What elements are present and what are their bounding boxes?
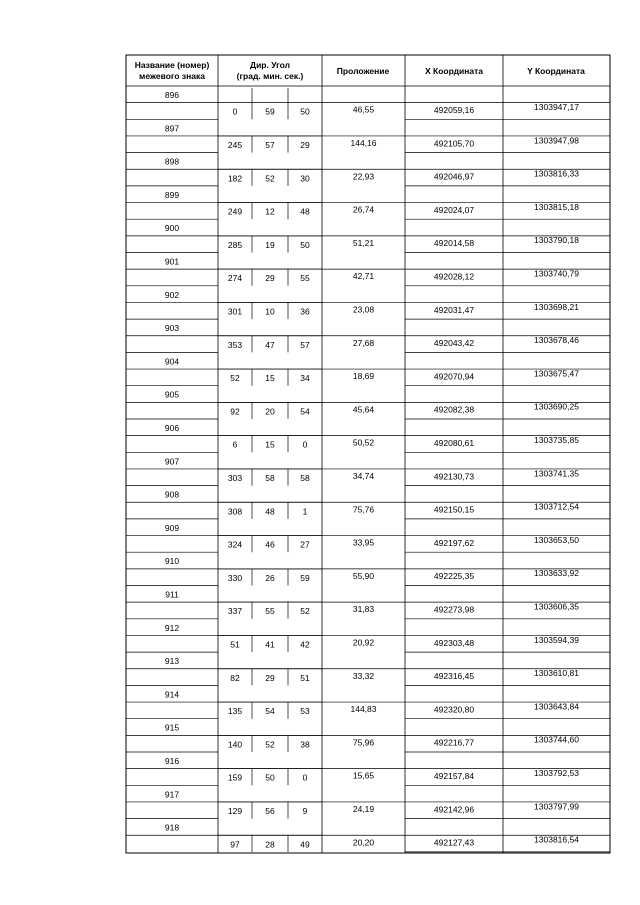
angle-degrees: 303 — [227, 472, 243, 483]
angle-seconds: 50 — [300, 239, 310, 250]
header-angle-line2: (град. мин. сек.) — [236, 71, 304, 81]
segment-distance: 34,74 — [352, 470, 375, 481]
angle-seconds: 38 — [300, 739, 310, 750]
point-name: 918 — [164, 822, 180, 833]
angle-degrees: 337 — [227, 606, 243, 617]
point-x: 492150,15 — [433, 504, 475, 515]
angle-degrees: 51 — [230, 639, 240, 650]
angle-minutes: 50 — [265, 772, 275, 783]
angle-minutes: 15 — [265, 373, 275, 384]
angle-minutes: 58 — [265, 472, 275, 483]
point-name: 914 — [164, 689, 180, 700]
angle-degrees: 0 — [232, 106, 238, 117]
angle-minutes: 52 — [265, 739, 275, 750]
angle-minutes: 29 — [265, 273, 275, 284]
angle-seconds: 36 — [300, 306, 310, 317]
angle-degrees: 140 — [227, 739, 243, 750]
angle-degrees: 274 — [227, 273, 243, 284]
segment-distance: 33,32 — [352, 670, 375, 681]
point-name: 904 — [164, 356, 180, 367]
point-name: 898 — [164, 156, 180, 167]
angle-minutes: 12 — [265, 206, 275, 217]
angle-seconds: 51 — [300, 672, 310, 683]
point-name: 912 — [164, 622, 180, 633]
header-name-line2: межевого знака — [139, 71, 205, 81]
angle-degrees: 97 — [230, 839, 240, 850]
angle-seconds: 57 — [300, 339, 310, 350]
angle-degrees: 301 — [227, 306, 243, 317]
point-x: 492105,70 — [433, 138, 475, 149]
point-y: 1303947,98 — [534, 135, 579, 146]
segment-distance: 24,19 — [352, 803, 375, 814]
angle-seconds: 53 — [300, 706, 310, 717]
point-y: 1303712,54 — [534, 501, 579, 512]
angle-minutes: 19 — [265, 239, 275, 250]
point-y: 1303797,99 — [534, 801, 579, 812]
angle-seconds: 48 — [300, 206, 310, 217]
point-name: 907 — [164, 456, 180, 467]
segment-distance: 144,83 — [350, 704, 377, 715]
header-angle-line1: Дир. Угол — [250, 60, 290, 70]
point-name: 910 — [164, 556, 180, 567]
angle-seconds: 34 — [300, 373, 310, 384]
segment-distance: 20,20 — [352, 837, 375, 848]
point-y: 1303947,17 — [534, 102, 579, 112]
point-x: 492127,43 — [433, 837, 475, 848]
angle-seconds: 49 — [300, 839, 310, 850]
point-y: 1303792,53 — [534, 768, 579, 778]
segment-distance: 42,71 — [352, 271, 375, 282]
point-name: 911 — [165, 589, 179, 600]
segment-distance: 33,95 — [352, 537, 375, 548]
angle-degrees: 92 — [230, 406, 240, 417]
point-y: 1303690,25 — [534, 401, 579, 412]
point-y: 1303741,35 — [534, 468, 579, 479]
angle-degrees: 249 — [227, 206, 243, 217]
angle-degrees: 159 — [227, 772, 243, 783]
angle-minutes: 48 — [265, 506, 275, 517]
angle-degrees: 135 — [227, 706, 243, 717]
point-x: 492216,77 — [433, 737, 475, 748]
angle-minutes: 56 — [265, 805, 275, 816]
angle-degrees: 285 — [227, 239, 243, 250]
segment-distance: 55,90 — [352, 570, 375, 581]
point-x: 492046,97 — [433, 171, 475, 182]
point-x: 492130,73 — [433, 471, 475, 482]
point-y: 1303633,92 — [534, 568, 579, 579]
point-y: 1303606,35 — [534, 601, 579, 612]
angle-seconds: 42 — [300, 639, 310, 650]
point-y: 1303816,54 — [534, 834, 579, 845]
point-y: 1303675,47 — [534, 368, 579, 379]
segment-distance: 27,68 — [352, 337, 375, 348]
angle-minutes: 55 — [265, 606, 275, 617]
angle-minutes: 29 — [265, 672, 275, 683]
angle-seconds: 1 — [302, 506, 308, 517]
point-name: 896 — [164, 90, 180, 100]
angle-degrees: 6 — [232, 439, 238, 450]
point-y: 1303594,39 — [534, 634, 579, 645]
point-x: 492142,96 — [433, 804, 475, 815]
point-name: 909 — [164, 522, 180, 533]
angle-seconds: 30 — [300, 173, 310, 184]
point-name: 916 — [164, 756, 180, 766]
angle-minutes: 26 — [265, 572, 275, 583]
angle-minutes: 28 — [265, 839, 275, 850]
point-x: 492070,94 — [433, 371, 475, 382]
header-y: Y Координата — [527, 66, 585, 76]
point-x: 492014,58 — [433, 238, 475, 249]
segment-distance: 15,65 — [352, 770, 375, 781]
angle-seconds: 54 — [300, 406, 310, 417]
angle-degrees: 52 — [230, 373, 240, 384]
point-y: 1303643,84 — [534, 701, 579, 712]
point-name: 903 — [164, 323, 180, 334]
angle-seconds: 59 — [300, 572, 310, 583]
angle-seconds: 58 — [300, 472, 310, 483]
point-name: 901 — [164, 256, 180, 267]
angle-seconds: 0 — [302, 439, 308, 450]
angle-minutes: 41 — [265, 639, 275, 650]
segment-distance: 26,74 — [352, 204, 375, 215]
header-x: X Координата — [425, 66, 483, 76]
angle-minutes: 47 — [265, 339, 275, 350]
point-x: 492320,80 — [433, 704, 475, 715]
point-x: 492273,98 — [433, 604, 475, 615]
segment-distance: 45,64 — [352, 404, 375, 415]
segment-distance: 50,52 — [352, 437, 375, 448]
angle-minutes: 54 — [265, 706, 275, 717]
angle-seconds: 55 — [300, 273, 310, 284]
point-x: 492316,45 — [433, 671, 475, 682]
point-x: 492157,84 — [433, 771, 475, 781]
point-name: 900 — [164, 223, 180, 234]
angle-degrees: 245 — [227, 139, 243, 150]
angle-degrees: 308 — [227, 506, 243, 517]
angle-minutes: 59 — [265, 106, 275, 117]
point-y: 1303678,46 — [534, 335, 579, 346]
segment-distance: 31,83 — [352, 604, 375, 615]
point-name: 908 — [164, 489, 180, 500]
point-name: 906 — [164, 423, 180, 433]
segment-distance: 144,16 — [350, 137, 377, 148]
point-x: 492059,16 — [433, 105, 475, 115]
angle-minutes: 15 — [265, 439, 275, 450]
angle-degrees: 324 — [227, 539, 243, 550]
angle-seconds: 27 — [300, 539, 310, 550]
segment-distance: 20,92 — [352, 637, 375, 648]
header-name-line1: Название (номер) — [134, 60, 210, 70]
angle-degrees: 182 — [227, 173, 243, 184]
point-name: 913 — [164, 656, 180, 667]
point-y: 1303735,85 — [534, 435, 579, 445]
angle-seconds: 0 — [302, 772, 308, 783]
point-x: 492043,42 — [433, 338, 475, 349]
segment-distance: 22,93 — [352, 171, 375, 182]
segment-distance: 75,76 — [352, 504, 375, 515]
point-y: 1303698,21 — [534, 301, 579, 312]
header-distance: Проложение — [336, 66, 390, 76]
angle-degrees: 129 — [227, 805, 243, 816]
segment-distance: 46,55 — [352, 104, 375, 115]
point-x: 492303,48 — [433, 637, 475, 648]
point-x: 492028,12 — [433, 271, 475, 282]
angle-minutes: 46 — [265, 539, 275, 550]
point-name: 915 — [164, 722, 180, 733]
point-x: 492225,35 — [433, 571, 475, 582]
angle-seconds: 50 — [300, 106, 310, 117]
point-x: 492024,07 — [433, 204, 475, 215]
point-name: 917 — [164, 789, 180, 800]
angle-minutes: 10 — [265, 306, 275, 317]
point-name: 902 — [164, 289, 180, 300]
segment-distance: 23,08 — [352, 304, 375, 315]
point-name: 899 — [164, 189, 180, 200]
point-name: 897 — [164, 123, 180, 134]
point-y: 1303816,33 — [534, 168, 579, 179]
point-y: 1303790,18 — [534, 235, 579, 246]
point-name: 905 — [164, 389, 180, 400]
angle-seconds: 9 — [302, 805, 308, 816]
segment-distance: 51,21 — [352, 237, 375, 248]
angle-minutes: 52 — [265, 173, 275, 184]
segment-distance: 18,69 — [352, 371, 375, 382]
point-y: 1303744,60 — [534, 734, 579, 745]
point-y: 1303815,18 — [534, 201, 579, 212]
angle-degrees: 82 — [230, 672, 240, 683]
angle-minutes: 57 — [265, 139, 275, 150]
point-y: 1303653,50 — [534, 534, 579, 545]
point-x: 492031,47 — [433, 304, 475, 315]
point-x: 492080,61 — [433, 438, 475, 448]
angle-seconds: 29 — [300, 139, 310, 150]
angle-minutes: 20 — [265, 406, 275, 417]
angle-seconds: 52 — [300, 606, 310, 617]
point-y: 1303610,81 — [534, 668, 579, 679]
angle-degrees: 353 — [227, 339, 243, 350]
point-x: 492197,62 — [433, 537, 475, 548]
segment-distance: 75,96 — [352, 737, 375, 748]
point-x: 492082,38 — [433, 404, 475, 415]
angle-degrees: 330 — [227, 572, 243, 583]
point-y: 1303740,79 — [534, 268, 579, 279]
